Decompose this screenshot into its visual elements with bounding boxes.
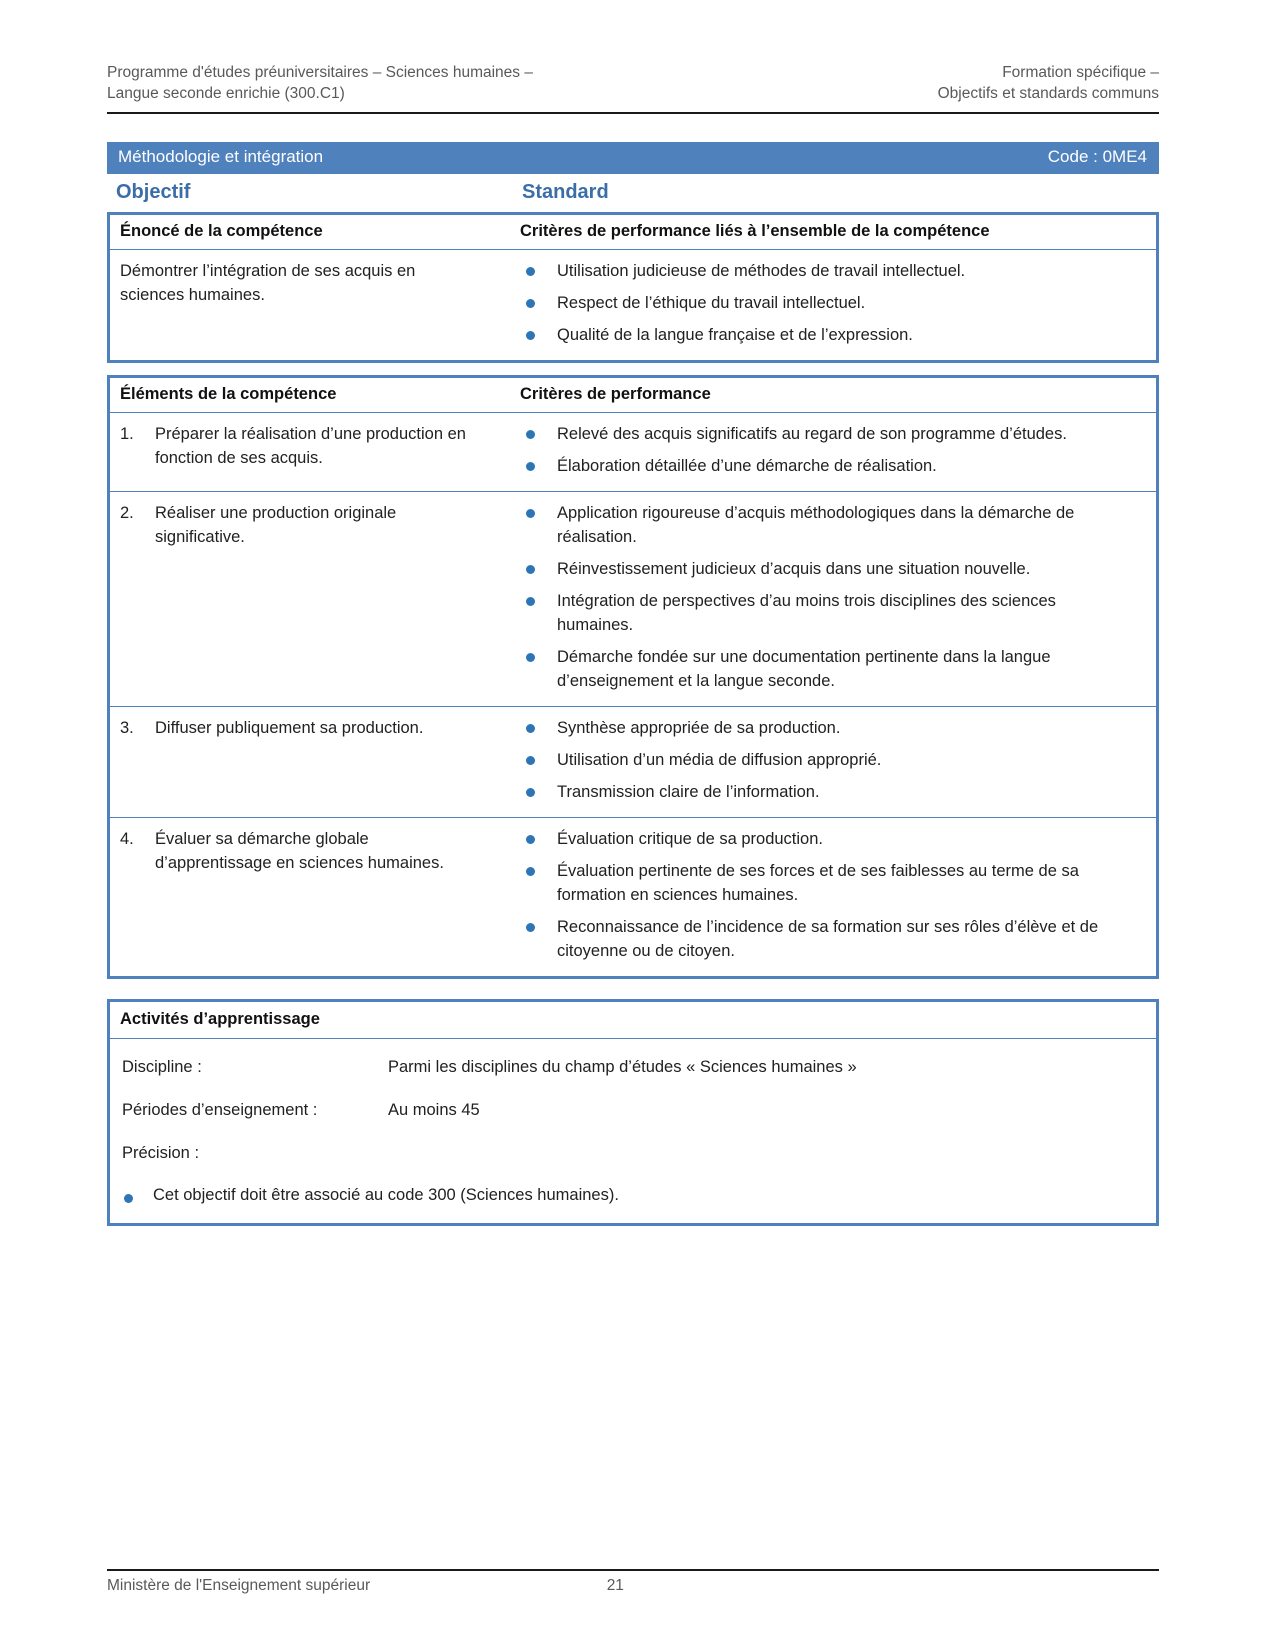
criterion-text: Qualité de la langue française et de l’expression.	[557, 326, 913, 344]
item-number: 3.	[120, 719, 134, 737]
item-number: 1.	[120, 425, 134, 443]
list-item	[522, 557, 1146, 581]
criterion-text: Élaboration détaillée d’une démarche de réalisation.	[557, 457, 937, 475]
criterion-text: Synthèse appropriée de sa production.	[557, 719, 841, 737]
bullet-icon	[526, 565, 535, 574]
objectif-label: Objectif	[116, 181, 191, 203]
list-item	[522, 454, 1146, 478]
criterion-text: Transmission claire de l’information.	[557, 783, 820, 801]
element-text: Préparer la réalisation d’une production en fonction de ses acquis.	[155, 425, 466, 467]
competence-criteria-list	[510, 250, 1156, 360]
list-item	[522, 259, 1146, 283]
objectif-standard-row	[107, 174, 1159, 212]
table-row	[110, 491, 1156, 706]
element-text: Réaliser une production originale significative.	[155, 504, 397, 546]
precision-label: Précision :	[122, 1144, 200, 1162]
activities-title: Activités d’apprentissage	[110, 1002, 1156, 1039]
section-title-bar	[107, 142, 1159, 174]
table-row	[110, 413, 1156, 491]
bullet-icon	[526, 653, 535, 662]
list-item	[522, 645, 1146, 693]
item-number: 2.	[120, 504, 134, 522]
list-item	[522, 323, 1146, 347]
precision-bullet-text: Cet objectif doit être associé au code 300 (Sciences humaines).	[153, 1186, 619, 1204]
table-row	[110, 817, 1156, 976]
list-item	[522, 748, 1146, 772]
list-item	[522, 589, 1146, 637]
standard-label: Standard	[522, 181, 609, 203]
activities-periods-row	[122, 1088, 1144, 1131]
criteria-cell	[510, 707, 1156, 817]
section-title: Méthodologie et intégration	[118, 147, 324, 166]
elements-header-right: Critères de performance	[520, 385, 711, 403]
numbered-item	[120, 827, 468, 875]
bullet-icon	[526, 788, 535, 797]
competence-header-right: Critères de performance liés à l’ensemble de la compétence	[520, 222, 990, 240]
criteria-cell	[510, 818, 1156, 976]
list-item	[122, 1186, 1144, 1205]
elements-header-left: Éléments de la compétence	[120, 385, 337, 403]
numbered-item	[120, 716, 468, 740]
list-item	[522, 291, 1146, 315]
competence-header-left: Énoncé de la compétence	[120, 222, 323, 240]
page-footer	[107, 1569, 1159, 1595]
list-item	[522, 716, 1146, 740]
bullet-icon	[124, 1194, 133, 1203]
footer-ministry: Ministère de l'Enseignement supérieur	[107, 1577, 371, 1594]
list-item	[522, 859, 1146, 907]
competence-table-header	[110, 215, 1156, 250]
bullet-icon	[526, 299, 535, 308]
criterion-text: Reconnaissance de l’incidence de sa formation sur ses rôles d’élève et de citoyenne ou de citoyen.	[557, 918, 1099, 960]
element-cell	[110, 818, 510, 976]
header-right-block	[938, 62, 1159, 104]
list-item	[522, 915, 1146, 963]
bullet-icon	[526, 267, 535, 276]
criteria-cell	[510, 413, 1156, 491]
activities-body	[110, 1039, 1156, 1223]
list-item	[522, 422, 1146, 446]
bullet-icon	[526, 430, 535, 439]
periods-value: Au moins 45	[388, 1101, 480, 1119]
bullet-icon	[526, 462, 535, 471]
elements-table	[107, 375, 1159, 979]
header-right-line1: Formation spécifique –	[1002, 64, 1159, 81]
footer-page-number: 21	[606, 1577, 624, 1594]
bullet-icon	[526, 509, 535, 518]
competence-table	[107, 212, 1159, 363]
activities-discipline-row	[122, 1045, 1144, 1088]
criteria-cell	[510, 492, 1156, 706]
header-left-line1: Programme d'études préuniversitaires – Sciences humaines –	[107, 64, 533, 81]
element-cell	[110, 707, 510, 817]
competence-statement: Démontrer l’intégration de ses acquis en sciences humaines.	[120, 262, 416, 304]
element-cell	[110, 492, 510, 706]
bullet-icon	[526, 597, 535, 606]
bullet-icon	[526, 756, 535, 765]
element-text: Évaluer sa démarche globale d’apprentissage en sciences humaines.	[155, 830, 444, 872]
discipline-label: Discipline :	[122, 1058, 202, 1076]
elements-table-header	[110, 378, 1156, 413]
section-code: Code : 0ME4	[1047, 147, 1147, 166]
element-cell	[110, 413, 510, 491]
bullet-icon	[526, 331, 535, 340]
header-right-line2: Objectifs et standards communs	[937, 85, 1159, 102]
criterion-text: Démarche fondée sur une documentation pertinente dans la langue d’enseignement et la langue seconde.	[557, 648, 1051, 690]
bullet-icon	[526, 867, 535, 876]
numbered-item	[120, 422, 468, 470]
list-item	[522, 780, 1146, 804]
item-number: 4.	[120, 830, 134, 848]
activities-precision-row	[122, 1131, 1144, 1174]
list-item	[522, 827, 1146, 851]
numbered-item	[120, 501, 468, 549]
periods-label: Périodes d’enseignement :	[122, 1101, 318, 1119]
criterion-text: Intégration de perspectives d’au moins trois disciplines des sciences humaines.	[557, 592, 1056, 634]
table-row	[110, 706, 1156, 817]
header-left-line2: Langue seconde enrichie (300.C1)	[107, 85, 345, 102]
criterion-text: Relevé des acquis significatifs au regard de son programme d’études.	[557, 425, 1067, 443]
competence-table-body	[110, 250, 1156, 360]
page-content	[107, 62, 1159, 1226]
activities-box	[107, 999, 1159, 1226]
criterion-text: Évaluation critique de sa production.	[557, 830, 823, 848]
bullet-icon	[526, 724, 535, 733]
element-text: Diffuser publiquement sa production.	[155, 719, 424, 737]
criterion-text: Évaluation pertinente de ses forces et de ses faiblesses au terme de sa formation en sciences humaines.	[557, 862, 1079, 904]
criterion-text: Réinvestissement judicieux d’acquis dans une situation nouvelle.	[557, 560, 1031, 578]
page-header	[107, 62, 1159, 114]
header-left-block	[107, 62, 533, 104]
criterion-text: Utilisation d’un média de diffusion approprié.	[557, 751, 882, 769]
criterion-text: Respect de l’éthique du travail intellectuel.	[557, 294, 866, 312]
criterion-text: Application rigoureuse d’acquis méthodologiques dans la démarche de réalisation.	[557, 504, 1075, 546]
list-item	[522, 501, 1146, 549]
bullet-icon	[526, 923, 535, 932]
criterion-text: Utilisation judicieuse de méthodes de travail intellectuel.	[557, 262, 966, 280]
discipline-value: Parmi les disciplines du champ d’études « Sciences humaines »	[388, 1058, 857, 1076]
bullet-icon	[526, 835, 535, 844]
